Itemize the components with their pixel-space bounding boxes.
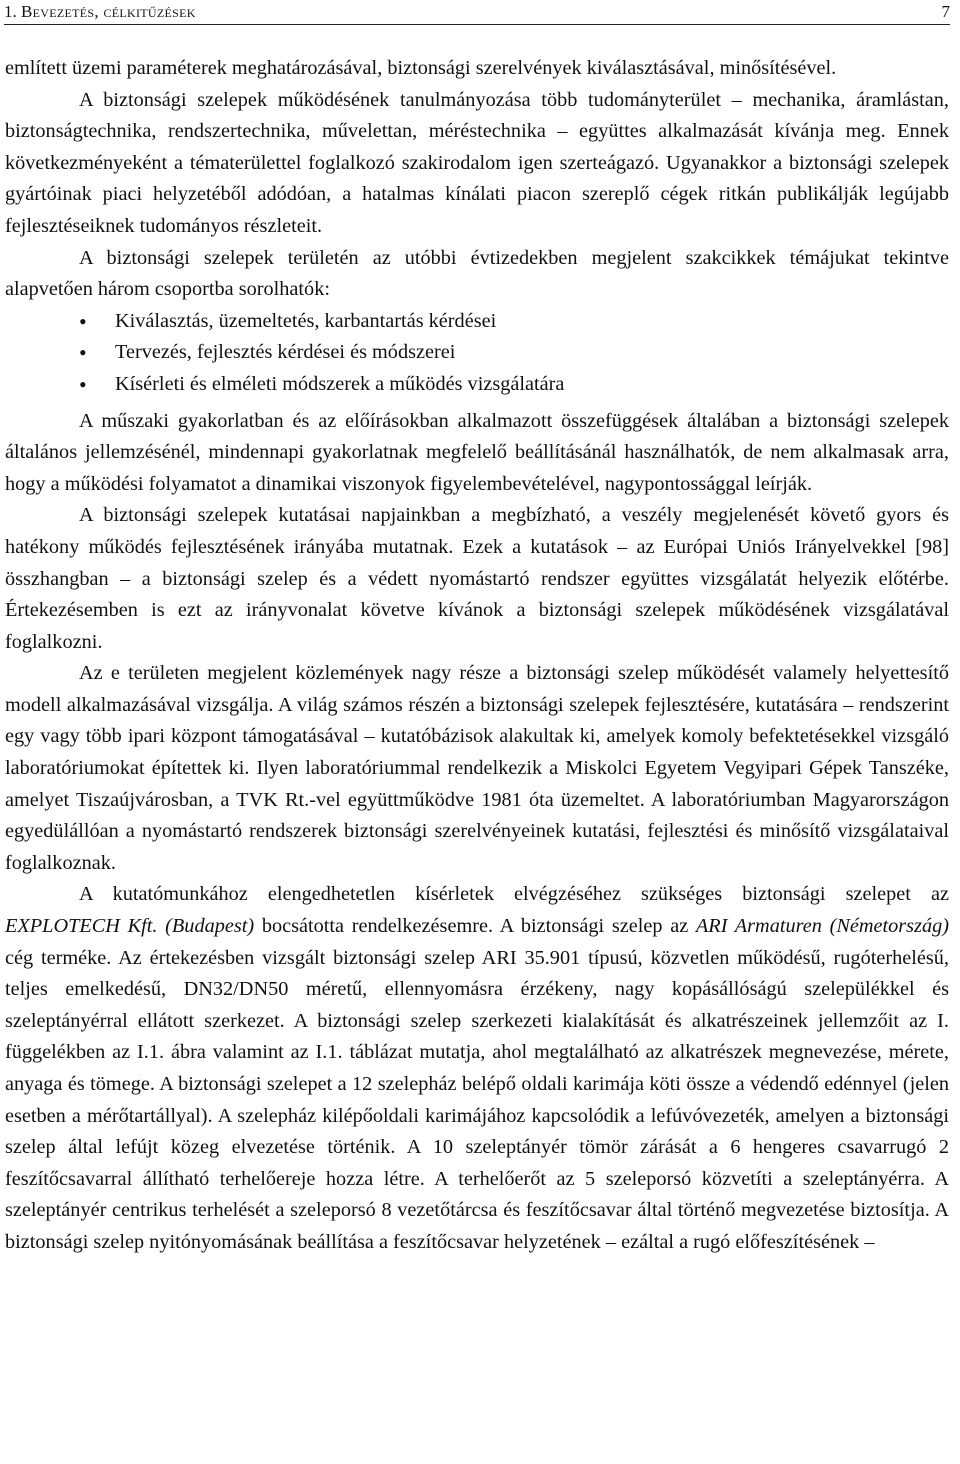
bullet-item: • Kiválasztás, üzemeltetés, karbantartás kérdései bbox=[5, 306, 949, 338]
chapter-number: 1. bbox=[4, 2, 17, 21]
paragraph-6-text: bocsátotta rendelkezésemre. A biztonsági szelep az bbox=[254, 915, 696, 938]
paragraph-3: A műszaki gyakorlatban és az előírásokban alkalmazott összefüggések általában a biztonsági szelepek általános jellemzésénél, mindennapi gyakorlatnak megfelelő beállításánál használhatók, de nem alkalmasak arra, hogy a működési folyamatot a dinamikai viszonyok figyelembevételével, nagypontossággal leírják. bbox=[5, 409, 949, 495]
paragraph-5: Az e területen megjelent közlemények nagy része a biztonsági szelep működését valamely helyettesítő modell alkalmazásával vizsgálja. A világ számos részén a biztonsági szelepek fejlesztésére, kutatására – rendszerint egy vagy több ipari központ támogatásával – kutatóbázisok alakultak ki, amelyek komoly befektetésekkel vizsgáló laboratóriumokat építettek ki. Ilyen laboratóriummal rendelkezik a Miskolci Egyetem Vegyipari Gépek Tanszéke, amelyet Tiszaújvárosban, a TVK Rt.-vel együttműködve 1981 óta üzemeltet. A laboratóriumban Magyarországon egyedülállóan a nyomástartó rendszerek biztonsági szerelvényeinek kutatási, fejlesztési és minősítő vizsgálataival foglalkoznak. bbox=[5, 662, 949, 874]
paragraph-6 bbox=[5, 879, 949, 1258]
chapter-title: Bevezetés, célkitűzések bbox=[21, 2, 196, 21]
page-number: 7 bbox=[941, 2, 950, 21]
paragraph-4: A biztonsági szelepek kutatásai napjainkban a megbízható, a veszély megjelenését követő gyors és hatékony működés fejlesztésének irányába mutatnak. Ezek a kutatások – az Európai Uniós Irányelvekkel [98] összhangban – a biztonsági szelep és a védett nyomástartó rendszer együttes vizsgálatát helyezik előtérbe. Értekezésemben is ezt az irányvonalat követve kívánok a biztonsági szelepek működésének vizsgálatával foglalkozni. bbox=[5, 504, 949, 653]
company-ari: ARI Armaturen (Németország) bbox=[695, 915, 949, 938]
chapter-heading bbox=[4, 2, 196, 22]
bullet-list bbox=[5, 306, 949, 401]
bullet-item: • Kísérleti és elméleti módszerek a működés vizsgálatára bbox=[5, 369, 949, 401]
paragraph-2: A biztonsági szelepek területén az utóbbi évtizedekben megjelent szakcikkek témájukat tekintve alapvetően három csoportba sorolhatók: bbox=[5, 246, 949, 301]
paragraph-6-text: cég terméke. Az értekezésben vizsgált biztonsági szelep ARI 35.901 típusú, közvetlen működésű, rugóterhelésű, teljes emelkedésű, DN32/DN50 méretű, ellennyomásra érzékeny, nagy kopásállóságú szelepülékkel és szeleptányérral ellátott szerkezet. A biztonsági szelep szerkezeti kialakítását és alkatrészeinek jellemzőit az I. függelékben az I.1. ábra valamint az I.1. táblázat mutatja, ahol megtalálható az alkatrészek megnevezése, mérete, anyaga és tömege. A biztonsági szelepet a 12 szelepház belépő oldali karimája köti össze a védendő edénnyel (jelen esetben a mérőtartállyal). A szelepház kilépőoldali karimájához kapcsolódik a lefúvóvezeték, amelyen a biztonsági szelep által lefújt közeg elvezetése történik. A 10 szeleptányér tömör zárását a 6 hengeres csavarrugó 2 feszítőcsavarral állítható terhelőereje hozza létre. A terhelőerőt az 5 szeleporsó közvetíti a szeleptányérra. A szeleptányér centrikus terhelését a szeleporsó 8 vezetőtárcsa és feszítőcsavar által történő megvezetése biztosítja. A biztonsági szelep nyitónyomásának beállítása a feszítőcsavar helyzetének – ezáltal a rugó előfeszítésének – bbox=[5, 946, 949, 1253]
paragraph-6-text: A kutatómunkához elengedhetetlen kísérletek elvégzéséhez szükséges biztonsági szelepet az bbox=[79, 883, 949, 906]
page-body bbox=[5, 53, 949, 1259]
paragraph-0: említett üzemi paraméterek meghatározásával, biztonsági szerelvények kiválasztásával, minősítésével. bbox=[5, 57, 837, 79]
company-explotech: EXPLOTECH Kft. (Budapest) bbox=[5, 915, 255, 938]
running-header bbox=[4, 0, 950, 25]
bullet-item: • Tervezés, fejlesztés kérdései és módszerei bbox=[5, 337, 949, 369]
paragraph-1: A biztonsági szelepek működésének tanulmányozása több tudományterület – mechanika, áramlástan, biztonságtechnika, rendszertechnika, művelettan, méréstechnika – együttes alkalmazását kívánja meg. Ennek következményeként a tématerülettel foglalkozó szakirodalom igen szerteágazó. Ugyanakkor a biztonsági szelepek gyártóinak piaci helyzetéből adódóan, a hatalmas kínálati piacon szereplő cégek ritkán publikálják legújabb fejlesztéseiknek tudományos részleteit. bbox=[5, 88, 949, 237]
